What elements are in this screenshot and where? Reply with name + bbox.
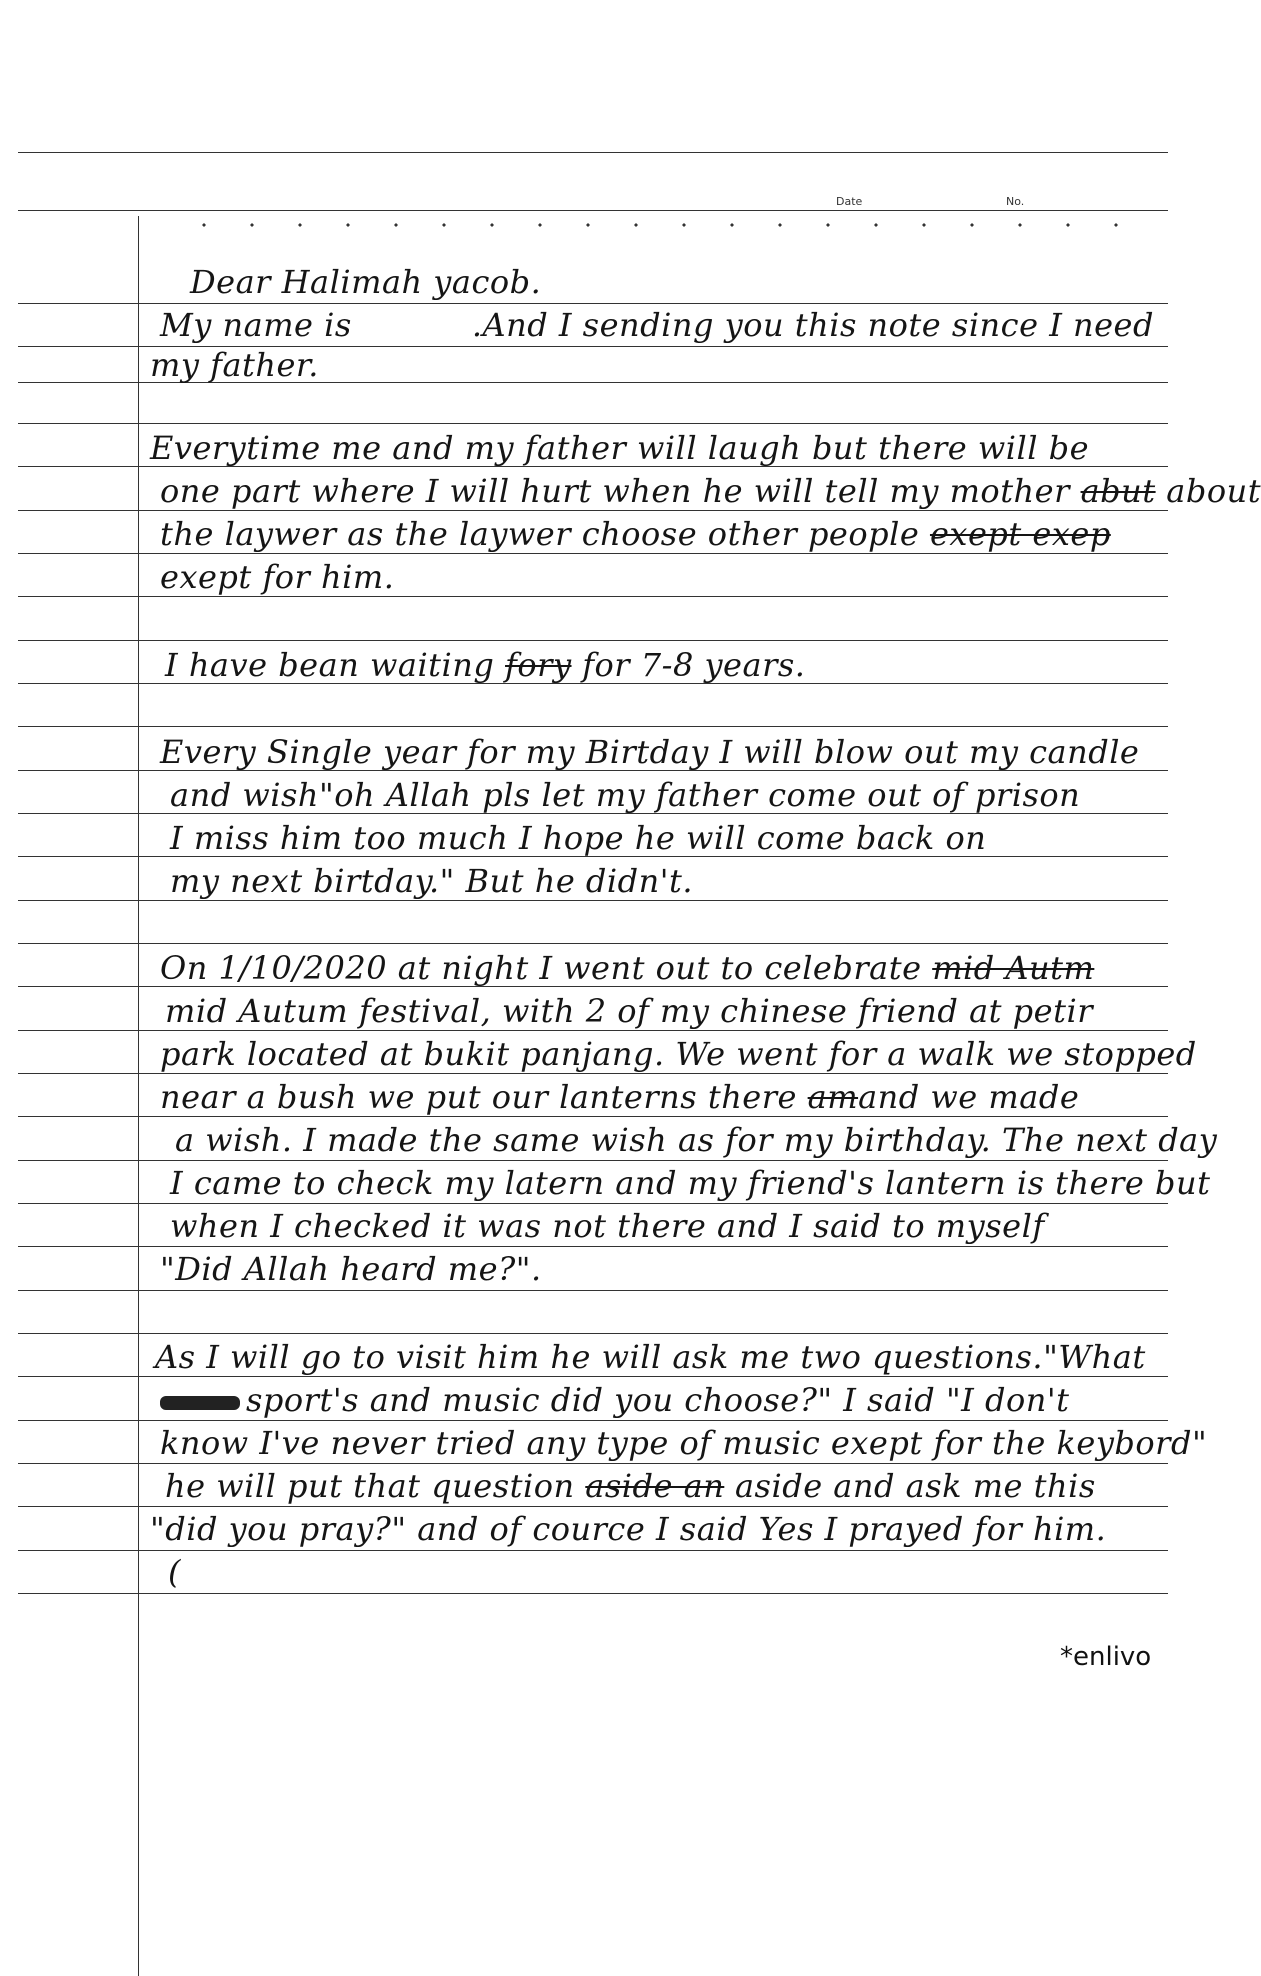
scribbled-word	[160, 1396, 240, 1410]
p3-line-2: and wish"oh Allah pls let my father come out of prison	[170, 776, 1081, 814]
rule-line	[18, 1333, 1168, 1334]
p2-line-1: I have bean waiting fory for 7-8 years.	[165, 646, 806, 684]
p5-line-1: As I will go to visit him he will ask me two questions."What	[155, 1338, 1146, 1376]
rule-line	[18, 943, 1168, 944]
p3-line-1: Every Single year for my Birtday I will blow out my candle	[160, 733, 1140, 771]
rule-line	[18, 1420, 1168, 1421]
number-label: No.	[1006, 195, 1025, 208]
p4-line-7: when I checked it was not there and I said to myself	[170, 1207, 1045, 1245]
p5-line-3: know I've never tried any type of music exept for the keybord"	[160, 1424, 1208, 1462]
rule-line	[18, 1593, 1168, 1594]
p5-line-6: (	[168, 1553, 181, 1591]
greeting: Dear Halimah yacob.	[190, 263, 542, 301]
p4-line-1: On 1/10/2020 at night I went out to celebrate mid Autm	[160, 949, 1095, 987]
rule-line	[18, 152, 1168, 153]
rule-line	[18, 1506, 1168, 1507]
p1-line-4: exept for him.	[160, 558, 395, 596]
margin-line	[138, 216, 139, 1976]
p1-line-2: one part where I will hurt when he will tell my mother abut about	[160, 472, 1261, 510]
rule-line	[18, 1160, 1168, 1161]
rule-line	[18, 1290, 1168, 1291]
intro-line-2: my father.	[150, 346, 319, 384]
rule-line	[18, 423, 1168, 424]
p1-line-3: the laywer as the laywer choose other people exept exep	[160, 515, 1111, 553]
p5-line-4: he will put that question aside an aside and ask me this	[165, 1467, 1096, 1505]
rule-line	[18, 1203, 1168, 1204]
p3-line-3: I miss him too much I hope he will come back on	[170, 819, 987, 857]
rule-line	[18, 303, 1168, 304]
p4-line-6: I came to check my latern and my friend's lantern is there but	[170, 1164, 1211, 1202]
rule-line	[18, 1463, 1168, 1464]
p1-line-1: Everytime me and my father will laugh but there will be	[150, 429, 1090, 467]
p4-line-5: a wish. I made the same wish as for my birthday. The next day	[175, 1121, 1218, 1159]
p4-line-3: park located at bukit panjang. We went for a walk we stopped	[160, 1035, 1197, 1073]
p4-line-8: "Did Allah heard me?".	[160, 1250, 542, 1288]
header-dots	[180, 220, 1140, 230]
rule-line	[18, 726, 1168, 727]
rule-line	[18, 1550, 1168, 1551]
date-label: Date	[836, 195, 863, 208]
p4-line-4: near a bush we put our lanterns there amand we made	[160, 1078, 1080, 1116]
rule-line	[18, 640, 1168, 641]
enlivo-watermark: *enlivo	[1060, 1642, 1152, 1672]
p4-line-2: mid Autum festival, with 2 of my chinese friend at petir	[165, 992, 1093, 1030]
p5-line-5: "did you pray?" and of cource I said Yes I prayed for him.	[150, 1510, 1107, 1548]
intro-line-1: My name is .And I sending you this note since I need	[160, 306, 1154, 344]
rule-line	[18, 1246, 1168, 1247]
rule-line	[18, 210, 1168, 211]
p5-line-2: sport's and music did you choose?" I said "I don't	[160, 1380, 1069, 1420]
p3-line-4: my next birtday." But he didn't.	[170, 862, 694, 900]
